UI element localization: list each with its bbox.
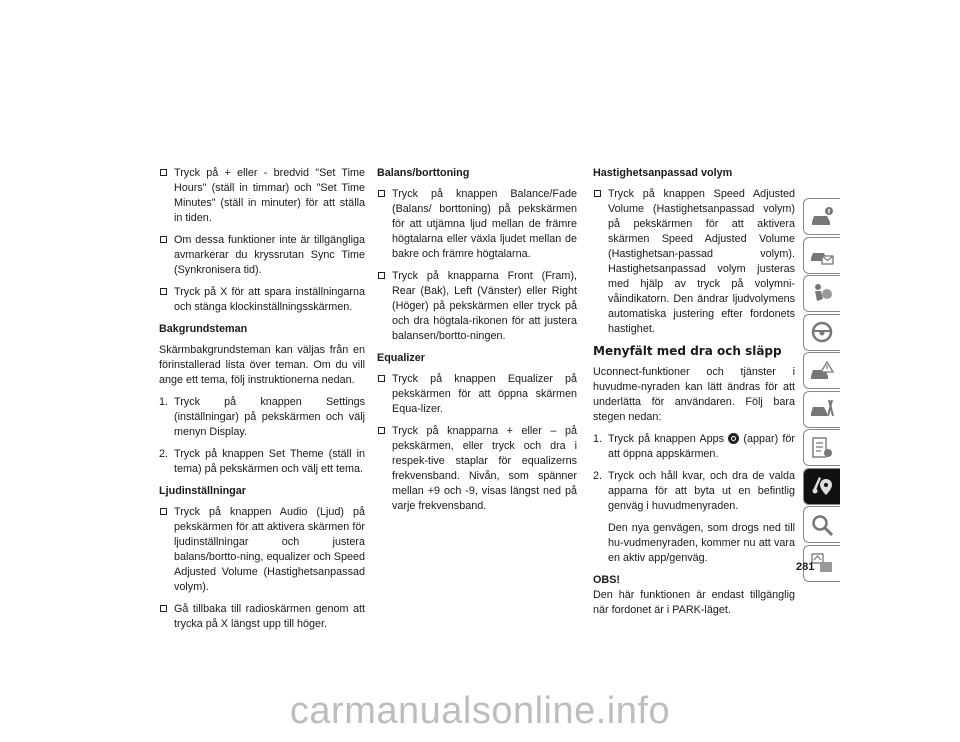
bullet-square-icon — [160, 508, 167, 515]
tab-car-info[interactable] — [803, 198, 840, 235]
step-drag: 2. Tryck och håll kvar, och dra de valda apparna för att byta ut en befintlig genväg i huvudmenyraden. — [593, 470, 795, 512]
page-number: 281 — [796, 561, 815, 573]
tab-car-warning[interactable] — [803, 352, 840, 389]
bullet-sync-time: Om dessa funktioner inte är tillgängliga avmarkerar du kryssrutan Sync Time (Synkronisera tid). — [159, 233, 365, 278]
car-warning-icon — [809, 358, 835, 384]
step-apps: 1. Tryck på knappen Apps (appar) för att öppna appskärmen. — [593, 433, 796, 460]
car-service-icon — [809, 396, 835, 422]
step-1: 1. Tryck på knappen Settings (inställningar) på pekskärmen och välj menyn Display. — [159, 396, 365, 438]
bullet-square-icon — [378, 427, 385, 434]
heading-drag-drop-menu: Menyfält med dra och släpp — [593, 344, 782, 358]
bullet-square-icon — [160, 288, 167, 295]
bullet-save-close: Tryck på X för att spara inställningarna och stänga klockinställningsskärmen. — [159, 285, 365, 315]
bullet-square-icon — [160, 169, 167, 176]
tab-airbag[interactable] — [803, 275, 840, 312]
car-mail-icon — [809, 242, 835, 268]
magnifier-search-icon — [809, 512, 835, 538]
column-2 — [377, 166, 577, 521]
bullet-audio: Tryck på knappen Audio (Ljud) på pekskärmen för att aktivera skärmen för ljudinställningar och justera balans/bortto-ning, equalizer och Speed Adjusted Volume (Hastighetsanpassad volym). — [159, 505, 365, 595]
tab-multimedia[interactable] — [803, 468, 840, 505]
tab-car-mail[interactable] — [803, 237, 840, 274]
note-label: OBS! — [593, 574, 620, 586]
heading-speed-adjusted-volume: Hastighetsanpassad volym — [593, 167, 733, 179]
bullet-square-icon — [378, 190, 385, 197]
bullet-square-icon — [160, 605, 167, 612]
tab-steering[interactable] — [803, 314, 840, 351]
maintenance-checklist-icon — [809, 435, 835, 461]
heading-equalizer: Equalizer — [377, 352, 426, 364]
bullet-square-icon — [378, 375, 385, 382]
bullet-equalizer-button: Tryck på knappen Equalizer på pekskärmen för att öppna skärmen Equa-lizer. — [377, 372, 577, 417]
tab-car-service[interactable] — [803, 391, 840, 428]
bullet-equalizer-bands: Tryck på knapparna + eller – på pekskärmen, eller tryck och dra i respek-tive staplar för equalizerns frekvensband. Nivån, som spänner mellan +9 och -9, visas längst ned på varje frekvensband. — [377, 424, 577, 514]
column-1 — [159, 166, 365, 639]
bullet-square-icon — [378, 272, 385, 279]
heading-background-themes: Bakgrundsteman — [159, 323, 248, 335]
tab-search[interactable] — [803, 506, 840, 543]
bullet-square-icon — [594, 190, 601, 197]
steering-wheel-icon — [809, 319, 835, 345]
bullet-go-back: Gå tillbaka till radioskärmen genom att trycka på X längst upp till höger. — [159, 602, 365, 632]
watermark: carmanualsonline.info — [289, 690, 671, 732]
step-2: 2. Tryck på knappen Set Theme (ställ in tema) på pekskärmen och välj ett tema. — [159, 448, 365, 475]
note-text: Den här funktionen är endast tillgänglig när fordonet är i PARK-läget. — [593, 589, 795, 616]
tab-maintenance[interactable] — [803, 429, 840, 466]
bullet-square-icon — [160, 236, 167, 243]
multimedia-music-pin-icon — [809, 473, 835, 499]
bullet-balance-button: Tryck på knappen Balance/Fade (Balans/ borttoning) på pekskärmen för att utjämna ljud mellan de främre högtalarna eller växla ljudet mellan de bakre och främre högtalarna. — [377, 187, 577, 262]
bullet-set-time: Tryck på + eller - bredvid "Set Time Hours" (ställ in timmar) och "Set Time Minutes" (ställ in minuter) för att ställa in tiden. — [159, 166, 365, 226]
airbag-safety-icon — [809, 281, 835, 307]
chapter-tabs — [803, 198, 840, 583]
paragraph-uconnect: Uconnect-funktioner och tjänster i huvudme-nyraden kan lätt ändras för att underlätta för användaren. Följ bara stegen nedan: — [593, 366, 795, 423]
bullet-speed-adjusted: Tryck på knappen Speed Adjusted Volume (Hastighetsanpassad volym) på pekskärmen för att aktivera skärmen Speed Adjusted Volume (Hastighetsan-passad volym). Hastighetsanpassad volym justeras med hjälp av tryck på volymni-våindikatorn. Den ändrar ljudvolymens automatiska justering efter fordonets hastighet. — [593, 187, 795, 337]
heading-balance-fade: Balans/borttoning — [377, 167, 470, 179]
bullet-front-rear: Tryck på knapparna Front (Fram), Rear (Bak), Left (Vänster) eller Right (Höger) på pekskärmen eller tryck på och dra högtala-rikonen för att justera balansen/bortto-ningen. — [377, 269, 577, 344]
paragraph-new-shortcut: Den nya genvägen, som drogs ned till hu-vudmenyraden, kommer nu att vara en aktiv app/genväg. — [608, 522, 795, 564]
column-3 — [593, 166, 795, 625]
paragraph-themes: Skärmbakgrundsteman kan väljas från en förinstallerad lista över teman. Om du vill ange ett tema, följ instruktionerna nedan. — [159, 344, 365, 386]
heading-sound-settings: Ljudinställningar — [159, 485, 246, 497]
car-info-icon — [809, 204, 835, 230]
apps-icon — [728, 433, 739, 444]
